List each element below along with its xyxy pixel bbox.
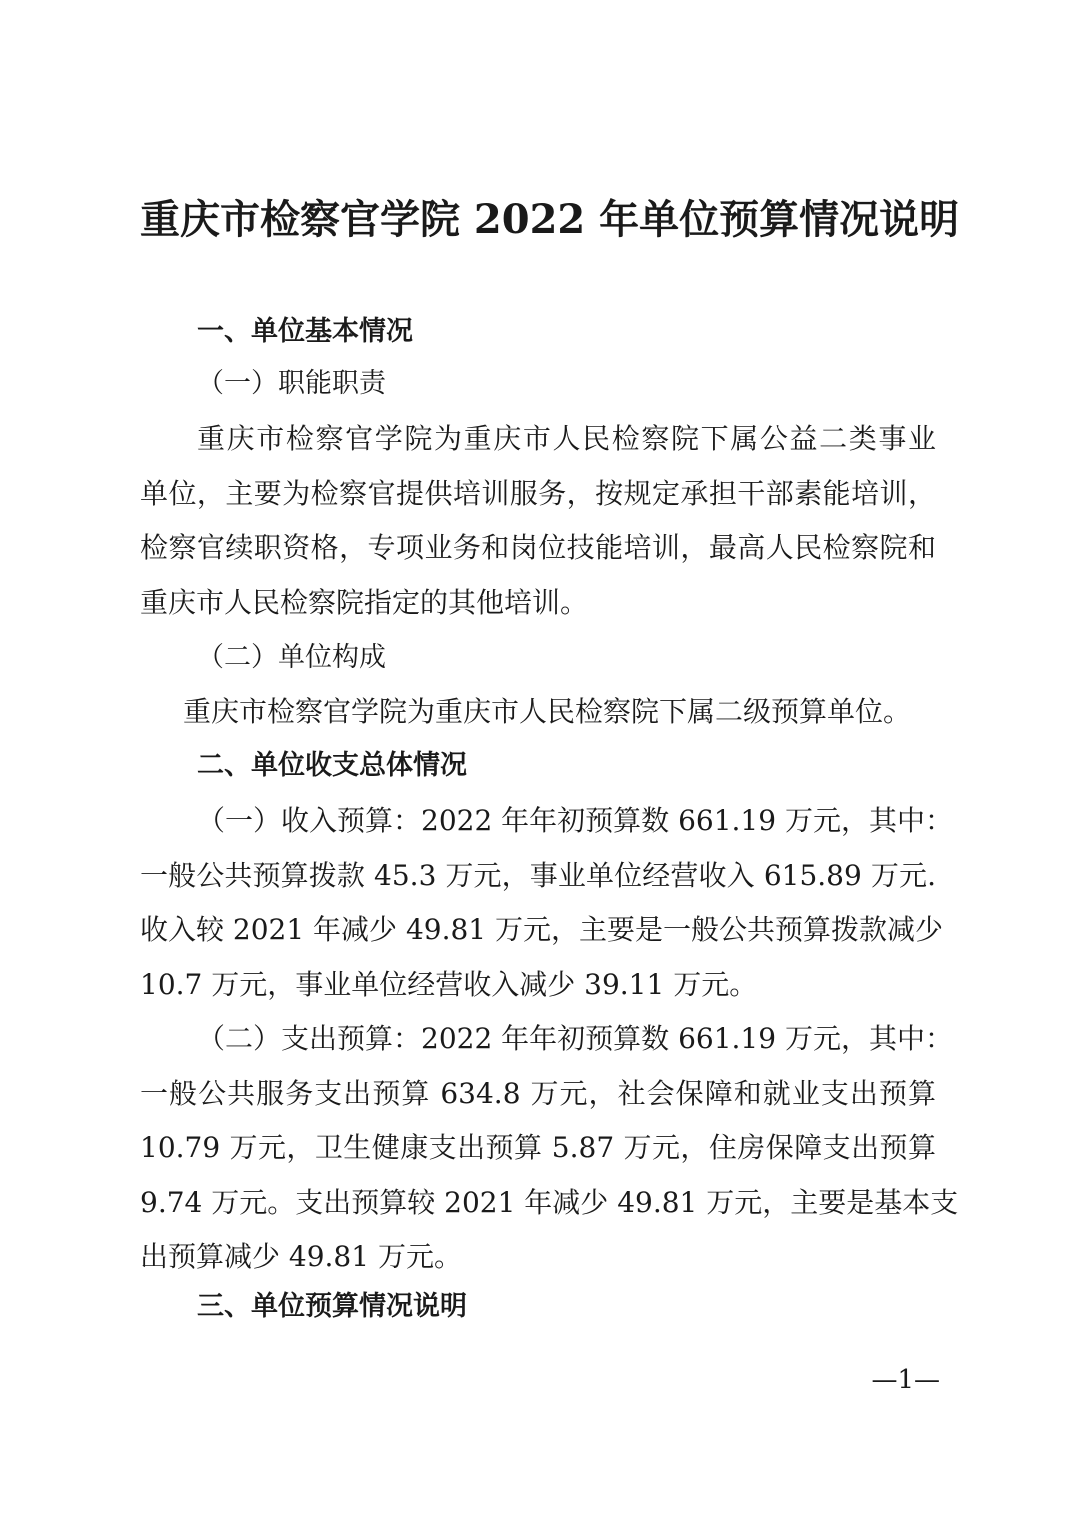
expense-budget-lead: （二）支出预算：: [197, 1022, 422, 1055]
section-1-heading: 一、单位基本情况: [197, 316, 413, 347]
paragraph-line: 重庆市人民检察院指定的其他培训。: [140, 585, 589, 619]
paragraph-line: 出预算减少 49.81 万元。: [140, 1240, 462, 1273]
paragraph-line: 收入较 2021 年减少 49.81 万元，主要是一般公共预算拨款减少: [140, 913, 944, 946]
section-2-heading: 二、单位收支总体情况: [197, 750, 467, 781]
income-budget-lead: （一）收入预算：: [197, 804, 422, 837]
section-1-sub-1-paragraph: [140, 412, 936, 630]
paragraph-line: （二）支出预算：2022 年年初预算数 661.19 万元，其中：: [197, 1022, 953, 1055]
section-3-heading: 三、单位预算情况说明: [197, 1291, 467, 1322]
paragraph-line: 9.74 万元。支出预算较 2021 年减少 49.81 万元，主要是基本支: [140, 1185, 959, 1219]
paragraph-line: （一）收入预算：2022 年年初预算数 661.19 万元，其中：: [197, 804, 953, 837]
section-1-sub-2-paragraph: [140, 685, 936, 740]
section-1-sub-2-heading: （二）单位构成: [197, 642, 386, 673]
document-title: 重庆市检察官学院 2022 年单位预算情况说明: [140, 196, 960, 243]
paragraph-line: 单位，主要为检察官提供培训服务，按规定承担干部素能培训，: [140, 476, 936, 510]
paragraph-line: 10.79 万元，卫生健康支出预算 5.87 万元，住房保障支出预算: [140, 1131, 936, 1164]
paragraph-line: 10.7 万元，事业单位经营收入减少 39.11 万元。: [140, 967, 758, 1001]
paragraph-line: 检察官续职资格，专项业务和岗位技能培训，最高人民检察院和: [140, 531, 936, 564]
paragraph-line: 重庆市检察官学院为重庆市人民检察院下属公益二类事业: [197, 422, 936, 455]
section-1-sub-1-heading: （一）职能职责: [197, 368, 386, 399]
paragraph-line: 一般公共服务支出预算 634.8 万元，社会保障和就业支出预算: [140, 1076, 936, 1110]
paragraph-line: 重庆市检察官学院为重庆市人民检察院下属二级预算单位。: [183, 695, 912, 728]
page-number: —1—: [871, 1365, 940, 1395]
expense-budget-paragraph: [140, 1012, 959, 1285]
income-budget-paragraph: [140, 794, 953, 1012]
paragraph-line: 一般公共预算拨款 45.3 万元，事业单位经营收入 615.89 万元.: [140, 858, 936, 892]
